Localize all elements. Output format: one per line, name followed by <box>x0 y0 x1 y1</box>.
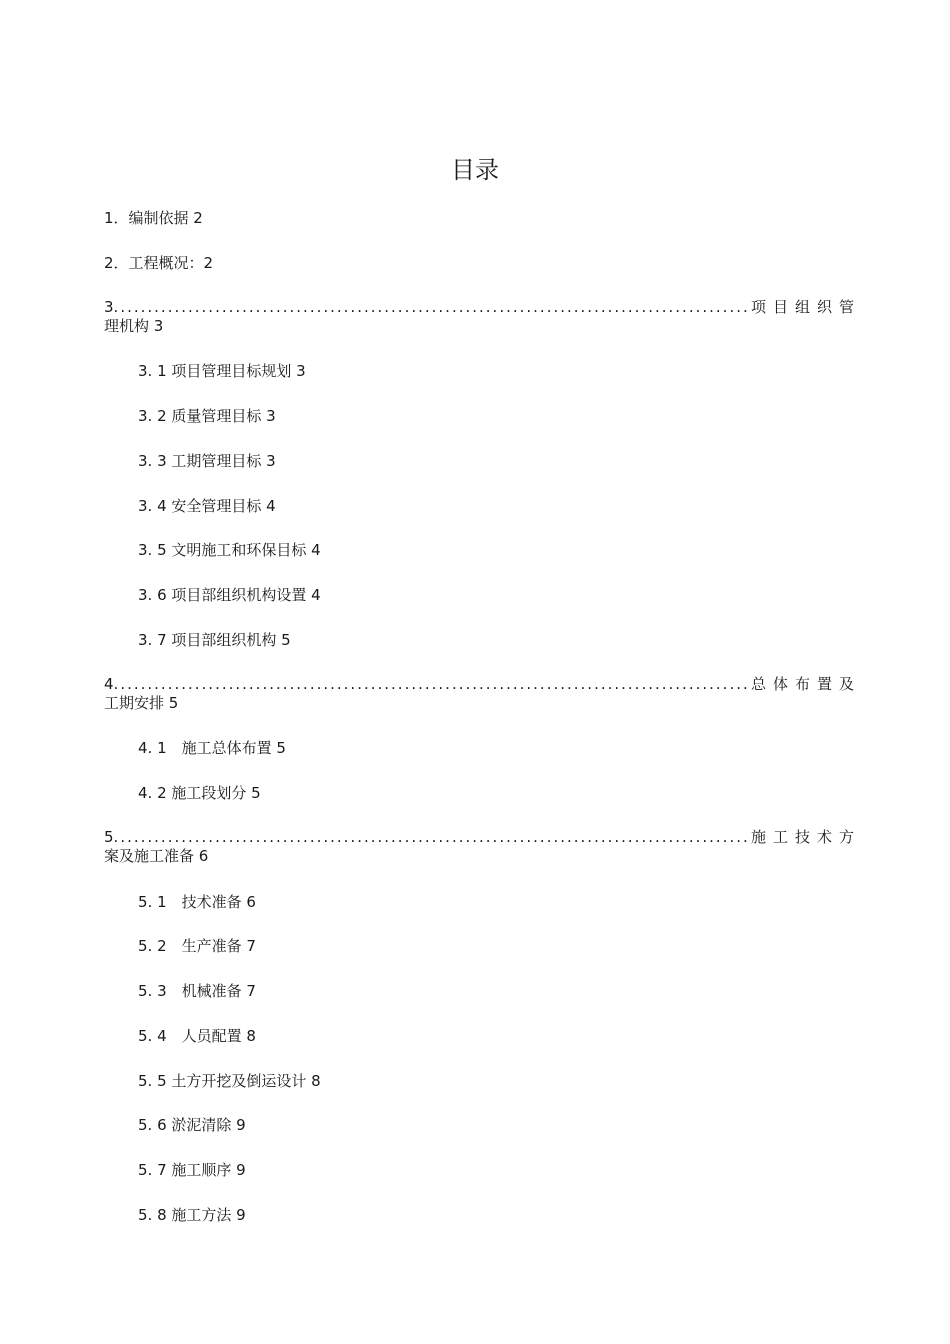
toc-entry-3-1[interactable]: 3. 1 项目管理目标规划 3 <box>138 362 306 380</box>
toc-entry-5[interactable] <box>104 828 861 866</box>
toc-entry-3-3[interactable]: 3. 3 工期管理目标 3 <box>138 452 276 470</box>
toc-entry-3[interactable] <box>104 298 861 336</box>
toc-entry-5-7[interactable]: 5. 7 施工顺序 9 <box>138 1161 246 1179</box>
toc-entry-5-5[interactable]: 5. 5 土方开挖及倒运设计 8 <box>138 1072 321 1090</box>
toc-entry-4-1[interactable]: 4. 1 施工总体布置 5 <box>138 739 286 757</box>
toc-entry-5-4[interactable]: 5. 4 人员配置 8 <box>138 1027 256 1045</box>
toc-entry-3-leader-dots <box>120 298 747 317</box>
toc-entry-5-leader-dots <box>120 828 747 847</box>
toc-entry-3-4[interactable]: 3. 4 安全管理目标 4 <box>138 497 276 515</box>
toc-entry-2[interactable]: 2．工程概况：2 <box>104 254 214 272</box>
toc-entry-3-2[interactable]: 3. 2 质量管理目标 3 <box>138 407 276 425</box>
toc-entry-5-heading: 施工技术方 <box>750 828 861 846</box>
toc-entry-5-3[interactable]: 5. 3 机械准备 7 <box>138 982 256 1000</box>
toc-entry-5-number: 5. <box>104 828 119 846</box>
toc-entry-3-heading: 项目组织管 <box>750 298 861 316</box>
toc-entry-4[interactable] <box>104 675 861 713</box>
toc-entry-5-2[interactable]: 5. 2 生产准备 7 <box>138 937 256 955</box>
toc-entry-5-8[interactable]: 5. 8 施工方法 9 <box>138 1206 246 1224</box>
toc-entry-3-5[interactable]: 3. 5 文明施工和环保目标 4 <box>138 541 321 559</box>
toc-title: 目录 <box>451 156 499 184</box>
toc-entry-4-number: 4. <box>104 675 119 693</box>
toc-entry-4-heading-continued: 工期安排 5 <box>104 694 179 712</box>
toc-entry-5-6[interactable]: 5. 6 淤泥清除 9 <box>138 1116 246 1134</box>
toc-entry-3-7[interactable]: 3. 7 项目部组织机构 5 <box>138 631 291 649</box>
toc-entry-3-number: 3. <box>104 298 119 316</box>
toc-entry-3-heading-continued: 理机构 3 <box>104 317 164 335</box>
toc-entry-5-heading-continued: 案及施工准备 6 <box>104 847 209 865</box>
toc-entry-4-2[interactable]: 4. 2 施工段划分 5 <box>138 784 261 802</box>
toc-entry-4-leader-dots <box>120 675 747 694</box>
toc-entry-4-heading: 总体布置及 <box>750 675 861 693</box>
toc-entry-3-6[interactable]: 3. 6 项目部组织机构设置 4 <box>138 586 321 604</box>
toc-entry-5-1[interactable]: 5. 1 技术准备 6 <box>138 893 256 911</box>
toc-entry-1[interactable]: 1．编制依据 2 <box>104 209 203 227</box>
